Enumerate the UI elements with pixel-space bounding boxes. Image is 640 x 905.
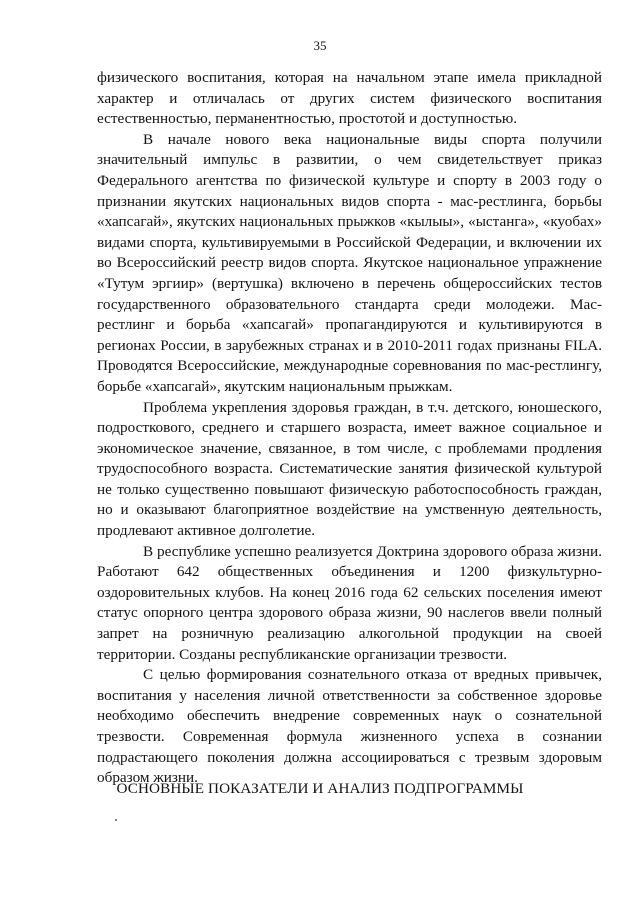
paragraph-continuation: физического воспитания, которая на начальном этапе имела прикладной характер и отличалась от других систем физического воспитания естественностью, перманентностью, простотой и доступностью.: [97, 69, 602, 128]
paragraph-sobriety: С целью формирования сознательного отказа от вредных привычек, воспитания у населения личной ответственности за собственное здоровье необходимо обеспечить внедрение современных наук о сознательной трезвости. Современная формула жизненного успеха в сознании подрастающего поколения должна ассоциироваться с трезвым здоровым образом жизни.: [97, 666, 602, 787]
section-heading: ОСНОВНЫЕ ПОКАЗАТЕЛИ И АНАЛИЗ ПОДПРОГРАММЫ: [116, 780, 524, 797]
paragraph-healthy-lifestyle-doctrine: В республике успешно реализуется Доктрина здорового образа жизни. Работают 642 общественных объединения и 1200 физкультурно-оздоровительных клубов. На конец 2016 года 62 сельских поселения имеют статус опорного центра здорового образа жизни, 90 наслегов ввели полный запрет на розничную реализацию алкогольной продукции на своей территории. Созданы республиканские организации трезвости.: [97, 542, 602, 663]
page-number: 35: [313, 38, 327, 53]
paragraph-health-problem: Проблема укрепления здоровья граждан, в т.ч. детского, юношеского, подросткового, среднего и старшего возраста, имеет важное социальное и экономическое значение, связанное, в том числе, с проблемами продления трудоспособного возраста. Систематические занятия физической культурой не только существенно повышают физическую работоспособность граждан, но и оказывают благоприятное воздействие на умственную деятельность, продлевают активное долголетие.: [97, 398, 602, 540]
paragraph-national-sports: В начале нового века национальные виды спорта получили значительный импульс в развитии, о чем свидетельствует приказ Федерального агентства по физической культуре и спорту в 2003 году о признании якутских национальных видов спорта - мас-рестлинга, борьбы «хапсагай», якутских национальных прыжков «кылыы», «ыстанга», «куобах» видами спорта, культивируемыми в Российской Федерации, и включении их во Всероссийский реестр видов спорта. Якутское национальное упражнение «Тутум эргиир» (вертушка) включено в перечень общероссийских тестов государственного образовательного стандарта среди молодежи. Мас-рестлинг и борьба «хапсагай» пропагандируются и культивируются в регионах России, в зарубежных странах и в 2010-2011 годах признаны FILA. Проводятся Всероссийские, международные соревнования по мас-рестлингу, борьбе «хапсагай», якутским национальным прыжкам.: [97, 130, 602, 395]
body-text: [97, 68, 602, 789]
scan-speck: [115, 819, 117, 821]
